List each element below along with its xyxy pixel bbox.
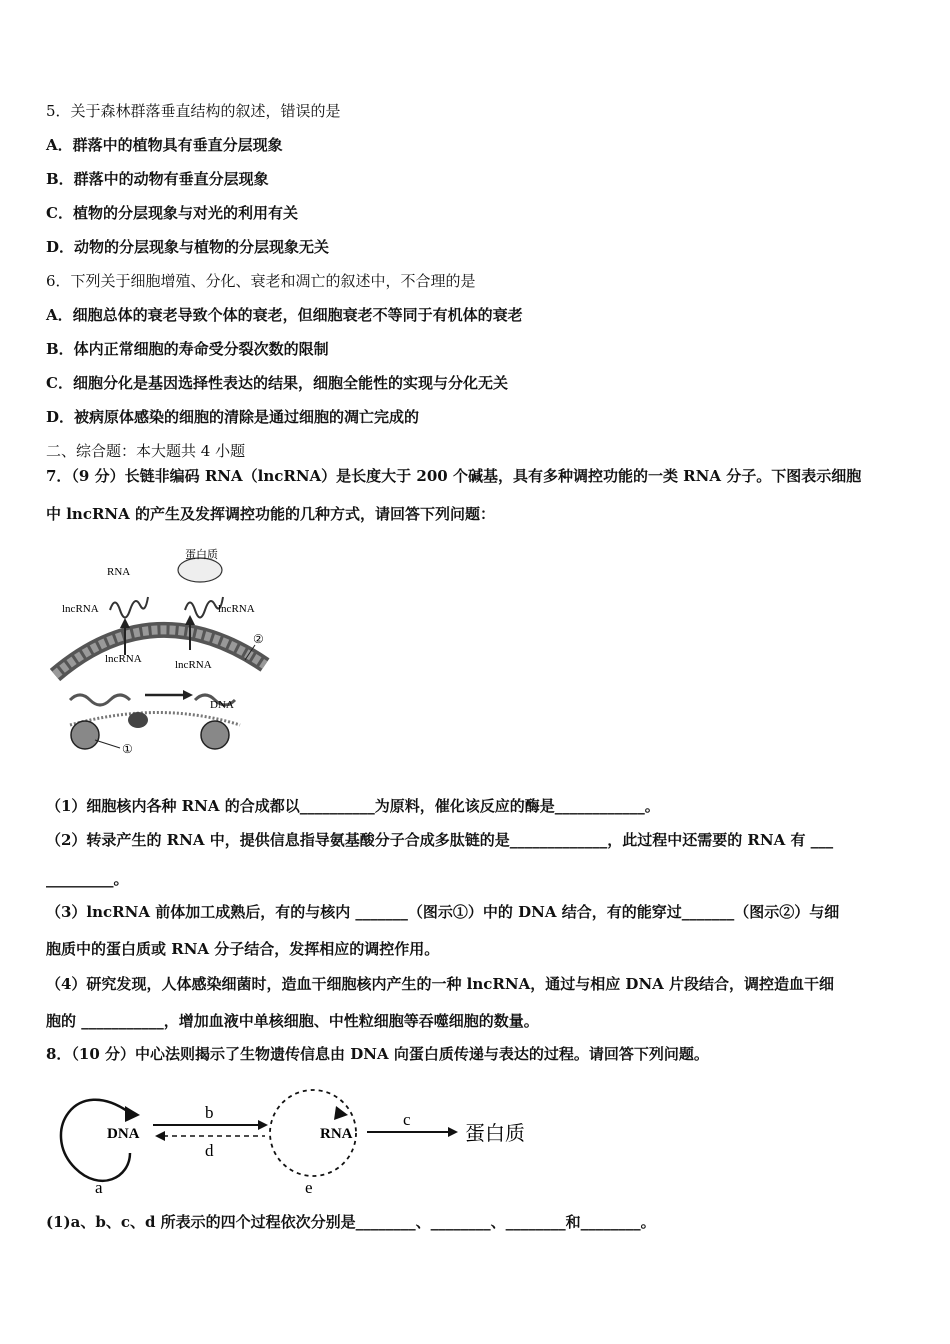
q8-sub1: (1)a、b、c、d 所表示的四个过程依次分别是________、________、________和________。: [46, 1213, 656, 1231]
q5-option-c: C．植物的分层现象与对光的利用有关: [46, 204, 298, 222]
q5-option-a: A．群落中的植物具有垂直分层现象: [46, 136, 283, 154]
q7-sub4-line1: （4）研究发现，人体感染细菌时，造血干细胞核内产生的一种 lncRNA，通过与相应 DNA 片段结合，调控造血干细: [46, 975, 835, 993]
q7-sub2-line1: （2）转录产生的 RNA 中，提供信息指导氨基酸分子合成多肽链的是_____________，此过程中还需要的 RNA 有 ___: [46, 831, 834, 849]
protein-blob: [178, 558, 222, 582]
label-a: a: [95, 1178, 103, 1197]
label-rna: RNA: [107, 566, 131, 578]
node-dna: DNA: [107, 1126, 140, 1142]
q7-sub3-line2: 胞质中的蛋白质或 RNA 分子结合，发挥相应的调控作用。: [46, 940, 440, 958]
label-dna: DNA: [210, 699, 234, 711]
q5-stem: 5．关于森林群落垂直结构的叙述，错误的是: [46, 102, 341, 120]
lncrna-figure: [50, 540, 270, 760]
label-c: c: [403, 1110, 411, 1129]
nucleosome-right: [201, 721, 229, 749]
label-protein: 蛋白质: [185, 549, 218, 561]
label-e: e: [305, 1178, 313, 1197]
q7-sub2-line2: _________。: [46, 870, 129, 888]
q8-stem: 8．（10 分）中心法则揭示了生物遗传信息由 DNA 向蛋白质传递与表达的过程。请回答下列问题。: [46, 1045, 709, 1063]
q6-option-c: C．细胞分化是基因选择性表达的结果，细胞全能性的实现与分化无关: [46, 374, 508, 392]
label-lncrna-mid-left: lncRNA: [105, 653, 142, 665]
label-b: b: [205, 1103, 214, 1122]
label-marker-2: ②: [253, 632, 264, 646]
node-protein: 蛋白质: [465, 1123, 525, 1145]
q6-option-a: A．细胞总体的衰老导致个体的衰老，但细胞衰老不等同于有机体的衰老: [46, 306, 523, 324]
central-dogma-diagram: [55, 1078, 565, 1203]
label-d: d: [205, 1141, 214, 1160]
label-lncrna-right: lncRNA: [218, 603, 255, 615]
q7-sub1: （1）细胞核内各种 RNA 的合成都以__________为原料，催化该反应的酶是____________。: [46, 797, 660, 815]
label-marker-1: ①: [122, 742, 133, 756]
q7-stem-line2: 中 lncRNA 的产生及发挥调控功能的几种方式，请回答下列问题：: [46, 505, 495, 523]
q6-stem: 6．下列关于细胞增殖、分化、衰老和凋亡的叙述中，不合理的是: [46, 272, 476, 290]
q7-stem-line1: 7．（9 分）长链非编码 RNA（lncRNA）是长度大于 200 个碱基，具有多种调控功能的一类 RNA 分子。下图表示细胞: [46, 467, 862, 485]
q6-option-d: D．被病原体感染的细胞的清除是通过细胞的凋亡完成的: [46, 408, 420, 426]
nucleosome-left: [71, 721, 99, 749]
polymerase-blob: [128, 712, 148, 728]
q5-option-b: B．群落中的动物有垂直分层现象: [46, 170, 269, 188]
q7-sub4-line2: 胞的 ___________，增加血液中单核细胞、中性粒细胞等吞噬细胞的数量。: [46, 1012, 539, 1030]
q7-sub3-line1: （3）lncRNA 前体加工成熟后，有的与核内 _______（图示①）中的 DNA 结合，有的能穿过_______（图示②）与细: [46, 903, 840, 921]
q5-option-d: D．动物的分层现象与植物的分层现象无关: [46, 238, 330, 256]
node-rna: RNA: [320, 1126, 353, 1142]
q6-option-b: B．体内正常细胞的寿命受分裂次数的限制: [46, 340, 329, 358]
section-heading: 二、综合题：本大题共 4 小题: [46, 442, 246, 460]
label-lncrna-left: lncRNA: [62, 603, 99, 615]
cytoplasm-rna-squiggle-left: [110, 597, 148, 618]
chromatin-squiggle-left: [70, 695, 130, 705]
label-lncrna-mid-right: lncRNA: [175, 659, 212, 671]
